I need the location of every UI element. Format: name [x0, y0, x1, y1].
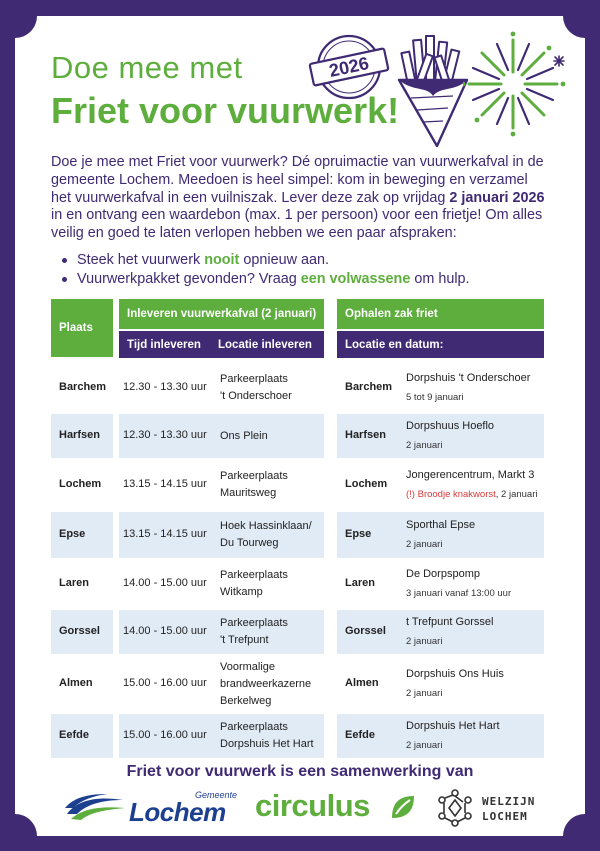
row-pickup-date-text: 2 januari	[406, 539, 443, 550]
row-time: 13.15 - 14.15 uur	[123, 478, 207, 490]
row-pickup-date	[406, 437, 442, 454]
row-pickup-location: Dorpshuus Hoeflo	[406, 420, 495, 432]
row-location: Witkamp	[220, 586, 263, 598]
row-pickup-date-text: 2 januari	[406, 740, 443, 751]
badge-year-text: 2026	[327, 53, 371, 81]
bullet-highlight: een volwassene	[300, 270, 411, 287]
rules-list	[61, 251, 470, 288]
row-place: Epse	[59, 528, 86, 540]
row-pickup-date-text: 3 januari vanaf 13:00 uur	[406, 588, 512, 599]
row-time: 14.00 - 15.00 uur	[123, 577, 207, 589]
row-location: brandweerkazerne	[220, 677, 312, 690]
row-pickup-date	[406, 486, 538, 503]
row-place-pickup: Laren	[345, 577, 375, 589]
row-pickup-date	[406, 685, 442, 702]
footer-title: Friet voor vuurwerk is een samenwerking van	[126, 763, 474, 780]
row-time: 14.00 - 15.00 uur	[123, 625, 207, 637]
intro-paragraph	[51, 154, 551, 243]
intro-text-1: Doe je mee met Friet voor vuurwerk? Dé opruimactie van vuurwerkafval in de gemeente Lochem. Meedoen is heel simpel: kom in beweging en verzamel het vuurwerkafval in een vuilniszak. Lever deze zak op vrijdag	[51, 154, 544, 206]
row-location: 't Onderschoer	[220, 390, 292, 402]
row-time: 13.15 - 14.15 uur	[123, 528, 207, 540]
title-line-1: Doe mee met	[51, 50, 243, 85]
title-line-2: Friet voor vuurwerk!	[51, 90, 400, 131]
row-pickup-date	[406, 389, 464, 406]
row-place: Lochem	[59, 478, 102, 490]
circulus-leaf-icon	[390, 794, 416, 820]
bullet-text: Vuurwerkpakket gevonden? Vraag	[77, 270, 301, 287]
row-place-pickup: Eefde	[345, 729, 375, 741]
poster-frame	[15, 16, 585, 836]
logo-welzijn-lochem	[435, 788, 555, 830]
row-place-pickup: Epse	[345, 528, 372, 540]
row-location: 't Trefpunt	[220, 634, 269, 646]
row-time: 15.00 - 16.00 uur	[123, 677, 207, 689]
row-pickup-location: Sporthal Epse	[406, 519, 476, 531]
row-place-pickup: Barchem	[345, 381, 393, 393]
row-pickup-date-text: 5 tot 9 januari	[406, 392, 464, 403]
row-pickup-date-text: 2 januari	[406, 688, 443, 699]
row-pickup-location: Dorpshuis Ons Huis	[406, 668, 504, 680]
row-location: Ons Plein	[220, 429, 268, 442]
row-pickup-note: (!) Broodje knakworst	[406, 489, 496, 500]
rules-list-item	[61, 270, 470, 289]
intro-text-2: in en ontvang een waardebon (max. 1 per persoon) voor een frietje! Om alles veilig en goed te laten verlopen hebben we een paar afspraken:	[51, 207, 543, 242]
logo-circulus-text: circulus	[255, 788, 370, 823]
row-location: Parkeerplaats	[220, 470, 288, 482]
row-time: 15.00 - 16.00 uur	[123, 729, 207, 741]
row-place: Almen	[59, 677, 93, 689]
row-pickup-date-text: 2 januari	[406, 636, 443, 647]
row-location: Hoek Hassinklaan/	[220, 520, 312, 532]
row-place: Harfsen	[59, 429, 100, 441]
row-location: Voormalige	[220, 660, 276, 673]
bullet-highlight: nooit	[204, 252, 240, 268]
welzijn-people-circle-icon	[435, 788, 475, 828]
row-location: Dorpshuis Het Hart	[220, 738, 314, 750]
row-pickup-date-text: 2 januari	[406, 440, 443, 451]
logo-welzijn-line1: WELZIJN	[482, 795, 536, 808]
row-place-pickup: Almen	[345, 677, 379, 689]
bullet-text: Steek het vuurwerk	[77, 252, 205, 268]
fireworks-icon	[463, 28, 569, 140]
header-tijd: Tijd inleveren	[119, 331, 210, 358]
lochem-swoosh-icon	[63, 792, 127, 824]
row-pickup-location: Dorpshuis Het Hart	[406, 720, 500, 732]
header-locatie: Locatie inleveren	[210, 331, 324, 358]
bullet-text: opnieuw aan.	[239, 252, 329, 268]
header-inleveren: Inleveren vuurwerkafval (2 januari)	[119, 299, 324, 329]
row-location: Parkeerplaats	[220, 617, 288, 629]
row-place: Barchem	[59, 381, 107, 393]
row-place-pickup: Harfsen	[345, 429, 386, 441]
row-location: Berkelweg	[220, 694, 272, 707]
row-place: Eefde	[59, 729, 89, 741]
row-location: Parkeerplaats	[220, 373, 288, 385]
logo-gemeente-lochem	[63, 790, 243, 826]
logo-gemeente-small: Gemeente	[195, 790, 238, 800]
intro-date-bold: 2 januari 2026	[449, 189, 545, 206]
row-place: Laren	[59, 577, 89, 589]
row-pickup-location: Jongerencentrum, Markt 3	[406, 469, 535, 481]
logo-welzijn-line2: LOCHEM	[482, 810, 528, 823]
poster-content	[15, 16, 585, 836]
header-locatie-datum: Locatie en datum:	[337, 331, 544, 358]
header-plaats: Plaats	[51, 299, 113, 357]
row-place-pickup: Lochem	[345, 478, 388, 490]
row-location: Parkeerplaats	[220, 569, 288, 581]
row-time: 12.30 - 13.30 uur	[123, 429, 207, 441]
row-pickup-date-text: , 2 januari	[495, 489, 538, 500]
row-pickup-date	[406, 737, 442, 754]
logo-circulus	[255, 788, 420, 826]
logo-gemeente-name: Lochem	[129, 797, 226, 827]
row-pickup-date	[406, 633, 442, 650]
row-place-pickup: Gorssel	[345, 625, 386, 637]
row-pickup-date	[406, 536, 442, 553]
row-pickup-location: Dorpshuis 't Onderschoer	[406, 372, 531, 384]
bullet-text: om hulp.	[410, 270, 470, 287]
rules-list-item	[61, 251, 470, 270]
row-location: Du Tourweg	[220, 537, 279, 549]
header-ophalen: Ophalen zak friet	[337, 299, 544, 329]
row-pickup-date	[406, 585, 511, 602]
row-pickup-location: De Dorpspomp	[406, 568, 480, 580]
row-time: 12.30 - 13.30 uur	[123, 381, 207, 393]
year-badge-stamp	[307, 32, 391, 102]
row-pickup-location: t Trefpunt Gorssel	[406, 616, 494, 628]
row-location: Mauritsweg	[220, 487, 277, 499]
row-place: Gorssel	[59, 625, 100, 637]
row-location: Parkeerplaats	[220, 721, 288, 733]
